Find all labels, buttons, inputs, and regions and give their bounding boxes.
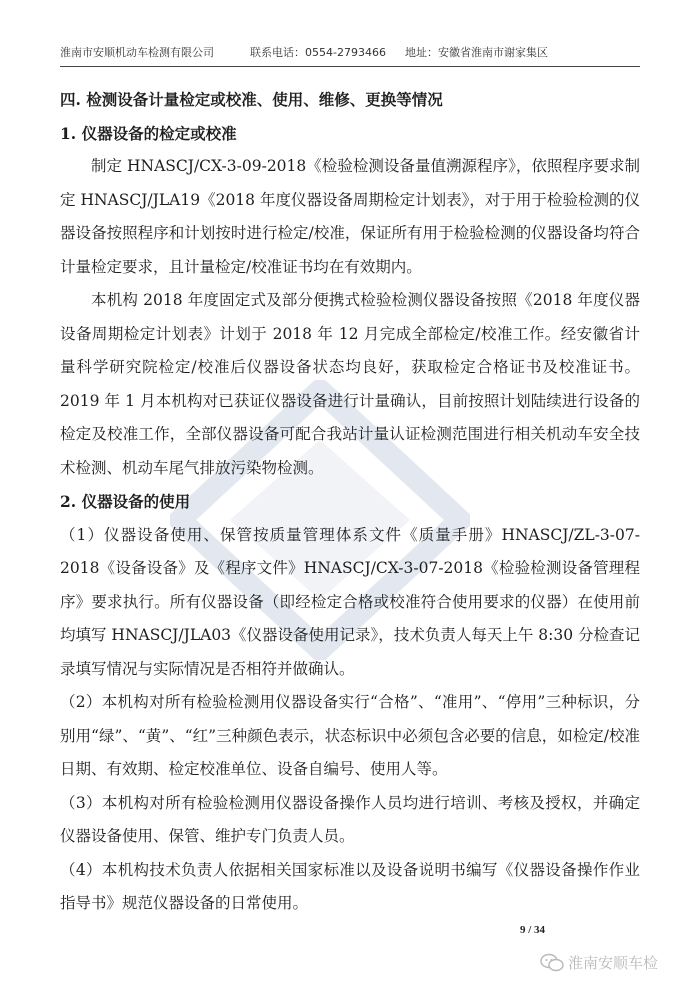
list-item: （4）本机构技术负责人依据相关国家标准以及设备说明书编写《仪器设备操作作业指导书》规范仪器设备的日常使用。 — [60, 860, 640, 912]
header-address: 地址：安徽省淮南市谢家集区 — [405, 46, 548, 59]
list-item: （3）本机构对所有检验检测用仪器设备操作人员均进行培训、考核及授权，并确定仪器设备使用、保管、维护专门负责人员。 — [60, 793, 640, 845]
wechat-account-name: 淮南安顺车检 — [568, 954, 659, 972]
list-item: （1）仪器设备使用、保管按质量管理体系文件《质量手册》HNASCJ/ZL-3-07-2018《设备设备》及《程序文件》HNASCJ/CX-3-07-2018《检验检测设备管理程序》要求执行。所有仪器设备（即经检定合格或校准符合使用要求的仪器）在使用前均填写 HNASCJ/JLA03《仪器设备使用记录》，技术负责人每天上午 8:30 分检查记录填写情况与实际情况是否相符并做确认。 — [60, 525, 640, 678]
subsection-title-calibration: 1. 仪器设备的检定或校准 — [60, 123, 237, 143]
wechat-icon — [540, 953, 564, 973]
header-divider — [60, 66, 640, 67]
wechat-account-badge — [540, 952, 658, 973]
list-item: （2）本机构对所有检验检测用仪器设备实行“合格”、“准用”、“停用”三种标识，分别用“绿”、“黄”、“红”三种颜色表示，状态标识中必须包含必要的信息，如检定/校准日期、有效期、检定校准单位、设备自编号、使用人等。 — [60, 693, 640, 778]
document-body — [60, 83, 640, 921]
header-company: 淮南市安顺机动车检测有限公司 — [60, 46, 214, 59]
paragraph-traceability: 制定 HNASCJ/CX-3-09-2018《检验检测设备量值溯源程序》，依照程序要求制定 HNASCJ/JLA19《2018 年度仪器设备周期检定计划表》，对于用于检验检测的仪器设备按照程序和计划按时进行检定/校准，保证所有用于检验检测的仪器设备均符合计量检定要求，且计量检定/校准证书均在有效期内。 — [60, 157, 640, 276]
paragraph-calibration-plan: 本机构 2018 年度固定式及部分便携式检验检测仪器设备按照《2018 年度仪器设备周期检定计划表》计划于 2018 年 12 月完成全部检定/校准工作。经安徽省计量科学研究院检定/校准后仪器设备状态均良好，获取检定合格证书及校准证书。2019 年 1 月本机构对已获证仪器设备进行计量确认，目前按照计划陆续进行设备的检定及校准工作，全部仪器设备可配合我站计量认证检测范围进行相关机动车安全技术检测、机动车尾气排放污染物检测。 — [60, 291, 640, 477]
section-title: 四. 检测设备计量检定或校准、使用、维修、更换等情况 — [60, 90, 443, 109]
header-phone: 联系电话：0554-2793466 — [250, 46, 386, 59]
subsection-title-usage: 2. 仪器设备的使用 — [60, 492, 191, 511]
page-number: 9 / 34 — [520, 924, 546, 936]
